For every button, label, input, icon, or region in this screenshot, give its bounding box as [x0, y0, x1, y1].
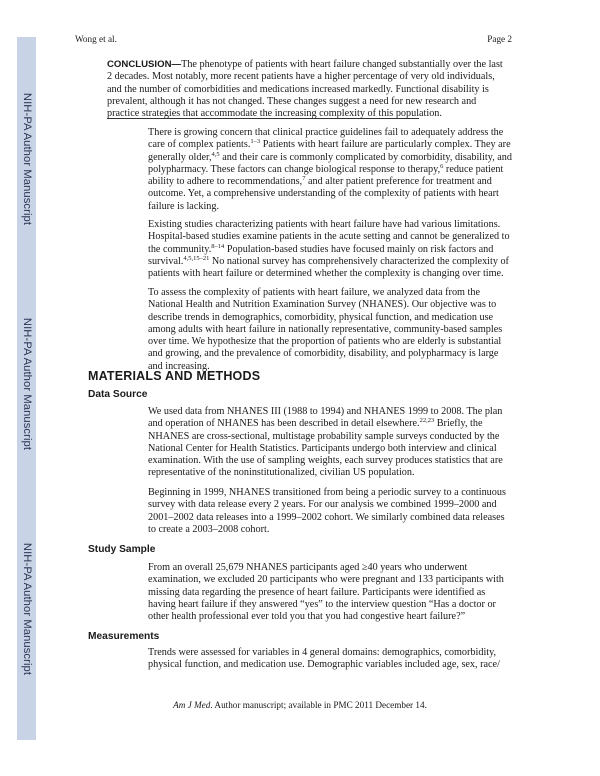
subheading-study-sample: Study Sample [88, 544, 156, 555]
abstract-conclusion [107, 59, 510, 120]
citation: 1–3 [250, 138, 261, 146]
conclusion-label: CONCLUSION— [107, 59, 182, 70]
section-heading-methods: MATERIALS AND METHODS [88, 369, 261, 383]
footer-text: . Author manuscript; available in PMC 2011 December 14. [210, 700, 427, 710]
citation: 22,23 [419, 417, 435, 425]
data-source-paragraph-2: Beginning in 1999, NHANES transitioned from being a periodic survey to a continuous survey with data release every 2 years. For our analysis we combined 1999–2000 and 2001–2002 data releases into a 1999–2002 cohort. We similarly combined data releases to create a 2003–2008 cohort. [148, 487, 506, 535]
running-head: Wong et al. [75, 34, 117, 44]
measurements-paragraph: Trends were assessed for variables in 4 general domains: demographics, comorbidity, physical function, and medication use. Demographic variables included age, sex, race/ [148, 647, 500, 671]
citation: 8–14 [211, 242, 225, 250]
journal-name: Am J Med [173, 700, 211, 710]
page-number: Page 2 [487, 34, 512, 44]
citation: 6 [440, 162, 444, 170]
intro-paragraph-1: There is growing concern that clinical practice guidelines fail to adequately address the care of complex patients.$^{1-3}$ Patients with heart failure are particularly complex. They are generally older,$^{4,5}$ and their care is commonly complicated by comorbidity, disability, and polypharmacy. These factors can change biological response to therapy,$^6$ reduce patient ability to adhere to recommendations,$^7$ and alter patient preference for treatment and outcome. Yet, a comprehensive understanding of the complexity of patients with heart failure is lacking. [148, 127, 512, 212]
intro-paragraph-2: Existing studies characterizing patients with heart failure have had various limitations. Hospital-based studies examine patients in the acute setting and cannot be generalized to the community.$^{8-14}$ Population-based studies have focused mainly on risk factors and survival.$^{4,5,15-21}$ No national survey has comprehensively characterized the complexity of patients with heart failure or determined whether the complexity is changing over time. [148, 219, 510, 280]
citation: 4,5 [211, 150, 220, 158]
intro-paragraph-3: To assess the complexity of patients with heart failure, we analyzed data from the National Health and Nutrition Examination Survey (NHANES). Our objective was to describe trends in demographics, comorbidity, physical function, and medication use among adults with heart failure in nationally representative, community-based samples over time. We hypothesize that the proportion of patients who are elderly is substantial and growing, and the prevalence of comorbidity, disability, and polypharmacy is large and increasing. [148, 287, 503, 372]
citation: 4,5,15–21 [183, 254, 210, 262]
data-source-paragraph-1: We used data from NHANES III (1988 to 1994) and NHANES 1999 to 2008. The plan and operation of NHANES has been described in detail elsewhere.$^{22,23}$ Briefly, the NHANES are cross-sectional, multistage probability sample surveys conducted by the National Center for Health Statistics. Participants undergo both interview and clinical examination. With the use of sampling weights, each survey produces statistics that are representative of the noninstitutionalized, civilian US population. [148, 406, 503, 479]
citation: 7 [302, 175, 306, 183]
page-footer [0, 700, 600, 710]
study-sample-paragraph: From an overall 25,679 NHANES participants aged ≥40 years who underwent examination, we excluded 20 participants who were pregnant and 133 participants with missing data regarding the presence of heart failure. Participants were identified as having heart failure if they answered “yes” to the interview question “Has a doctor or other health professional ever told you that you had congestive heart failure?” [148, 562, 504, 623]
abstract-divider [107, 118, 419, 119]
subheading-data-source: Data Source [88, 389, 148, 400]
subheading-measurements: Measurements [88, 631, 160, 642]
conclusion-text: The phenotype of patients with heart failure changed substantially over the last 2 decades. Most notably, more recent patients have a higher percentage of very old individuals, and the number of comorbidities and medications increased markedly. Functional disability is prevalent, although it has not changed. These changes suggest a need for new research and practice strategies that accommodate the increasing complexity of this population. [107, 59, 503, 120]
